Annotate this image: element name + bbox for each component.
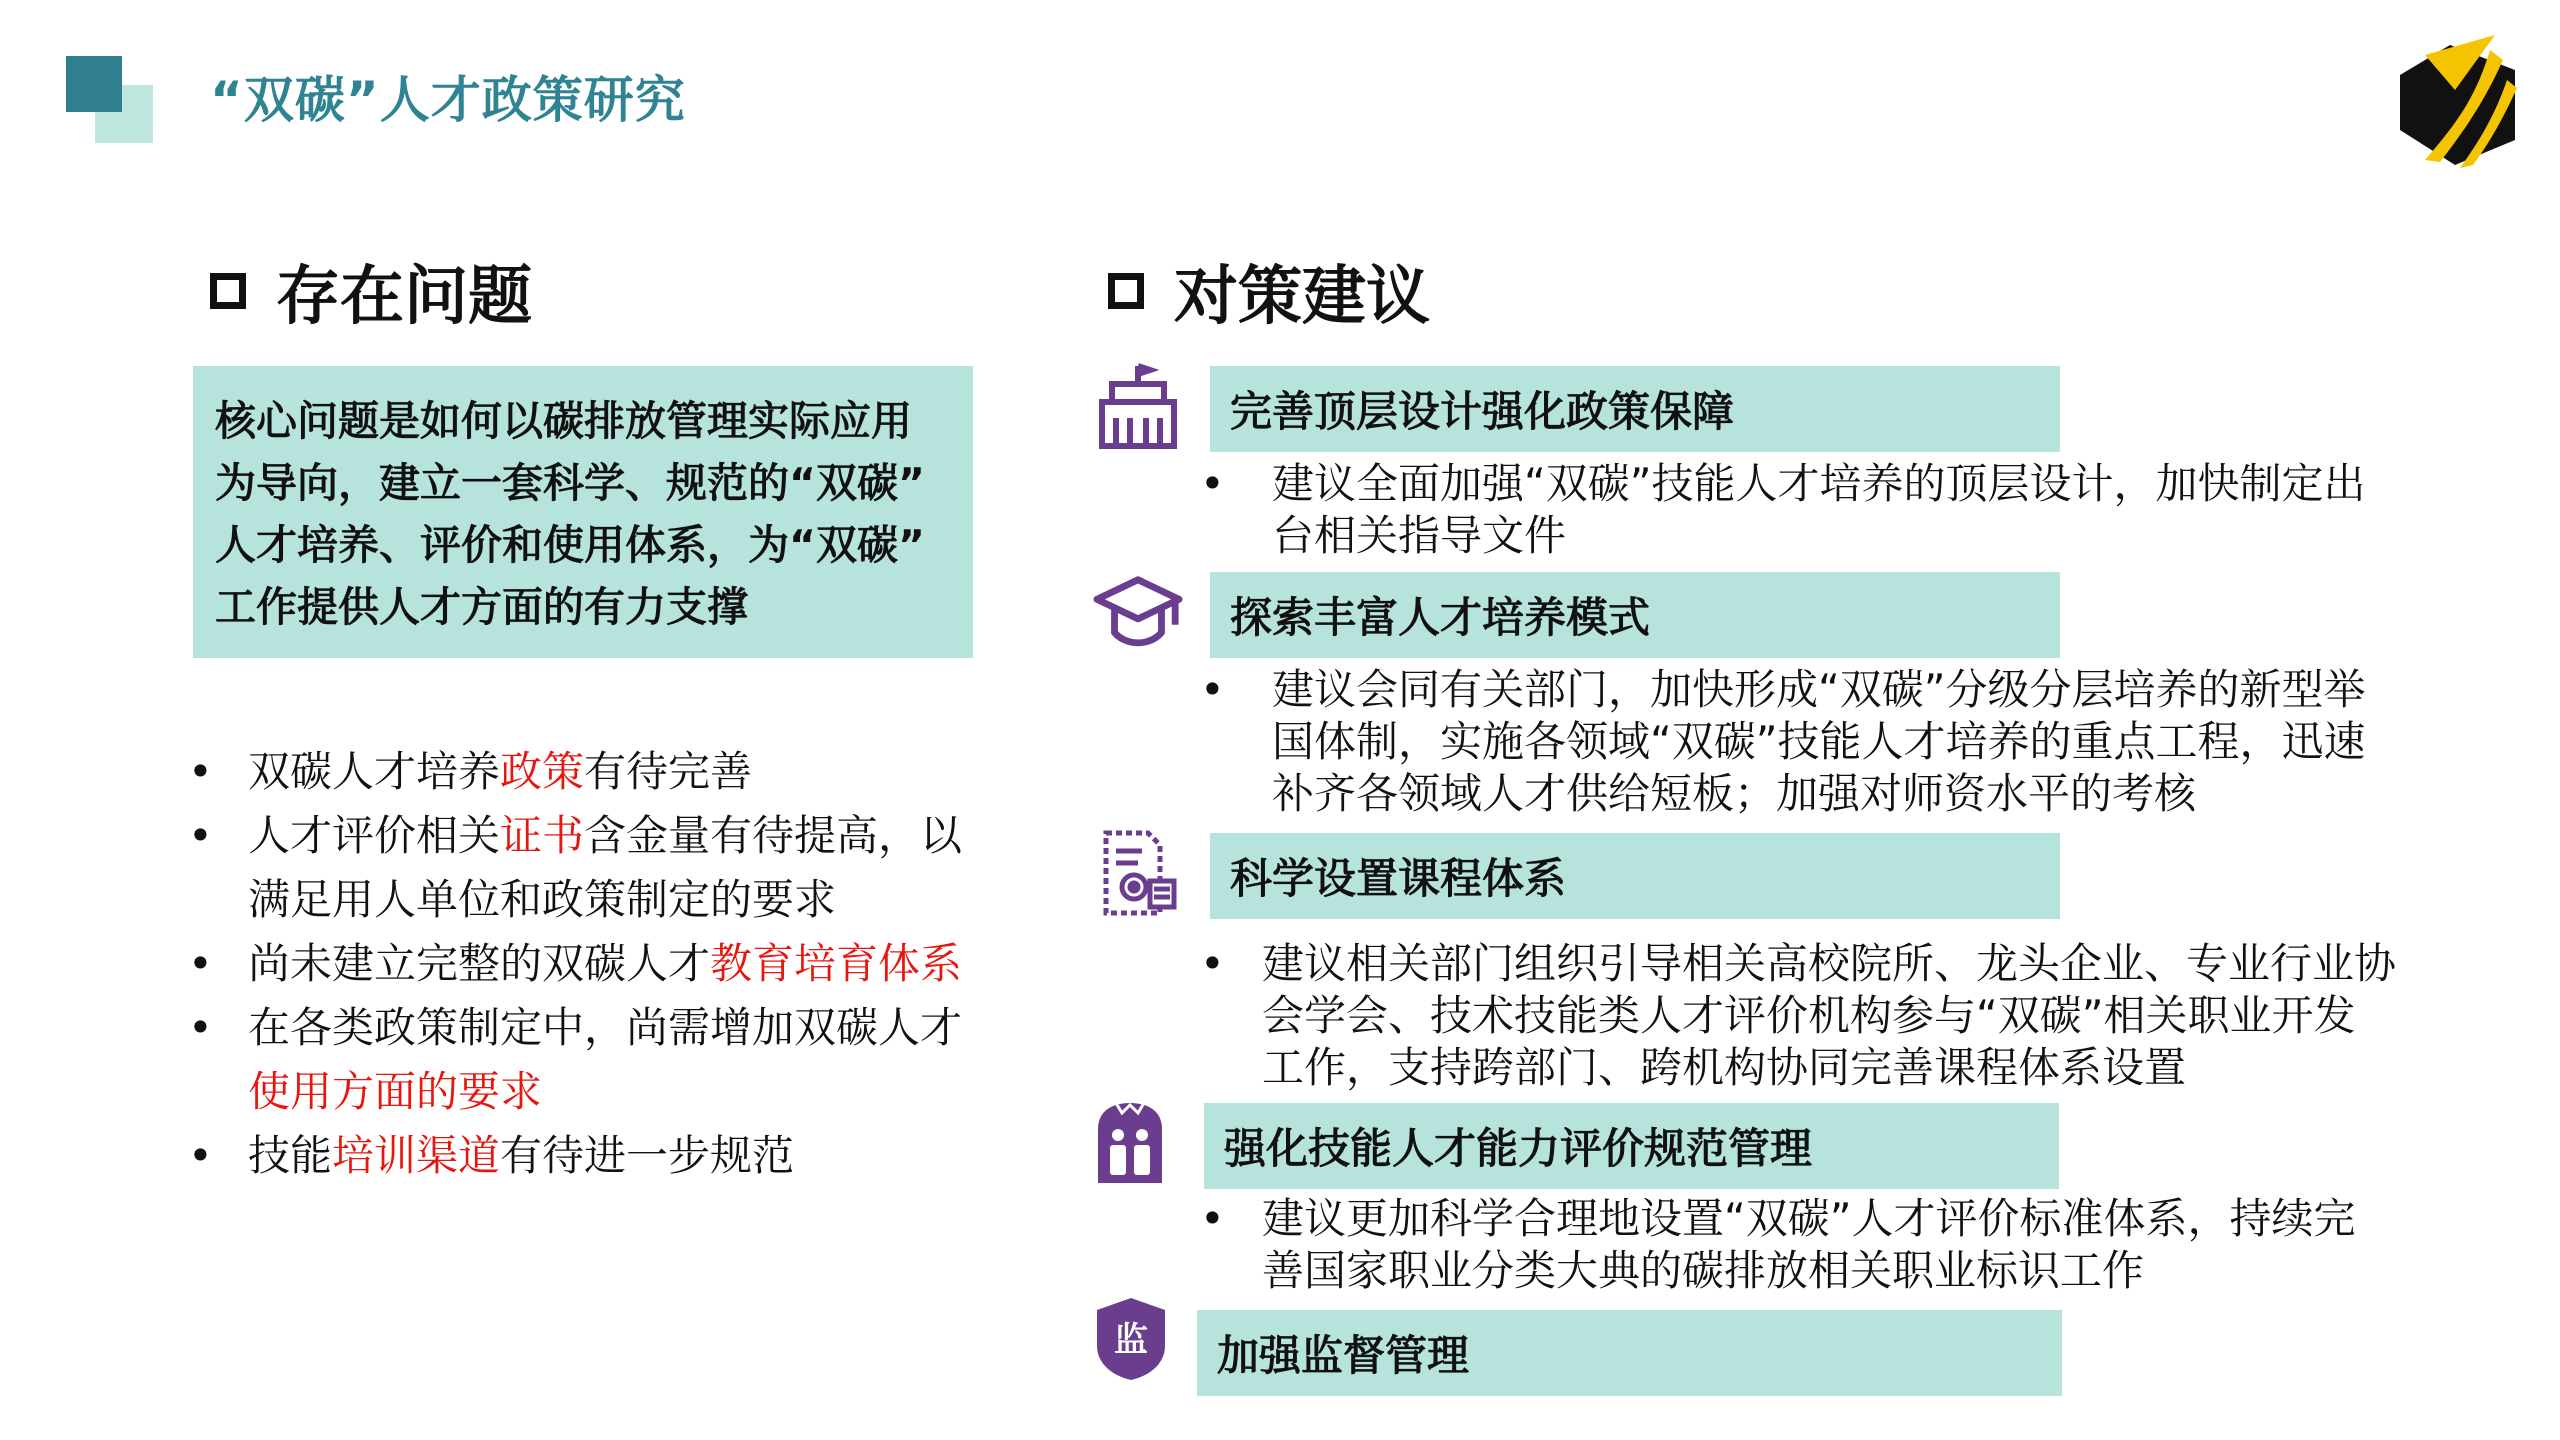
problem-line (248, 1124, 1018, 1188)
bullet-dot: • (188, 1131, 213, 1180)
core-problem-line: 人才培养、评价和使用体系，为“双碳” (215, 521, 925, 569)
bullet-dot: • (1200, 1194, 1225, 1243)
problem-list-item (188, 1124, 1018, 1188)
supervision-shield-icon (1093, 1296, 1169, 1382)
text-segment: 在各类政策制定中，尚需增加双碳人才 (248, 1003, 963, 1052)
government-building-icon (1098, 362, 1178, 452)
problem-list-item (188, 996, 1018, 1124)
problem-line (248, 996, 1018, 1060)
company-logo (2395, 30, 2520, 170)
countermeasure-detail (1200, 664, 2500, 820)
text-segment: 有待完善 (584, 747, 753, 796)
detail-line: 建议全面加强“双碳”技能人才培养的顶层设计，加快制定出 (1272, 459, 2366, 508)
highlight-text: 培训渠道 (332, 1131, 501, 1180)
problem-line (248, 740, 1018, 804)
countermeasure-title-bar: 科学设置课程体系 (1210, 833, 2060, 919)
shield-label: 监 (1114, 1319, 1148, 1360)
bullet-dot: • (1200, 665, 1225, 714)
text-segment: 含金量有待提高，以 (584, 811, 963, 860)
problem-line (248, 932, 1018, 996)
text-segment: 双碳人才培养 (248, 747, 501, 796)
problem-list-item (188, 740, 1018, 804)
text-segment: 有待进一步规范 (500, 1131, 795, 1180)
detail-line: 会学会、技术技能类人才评价机构参与“双碳”相关职业开发 (1262, 991, 2356, 1040)
problems-section-title: 存在问题 (210, 245, 532, 337)
graduation-cap-icon (1093, 570, 1183, 655)
bullet-dot: • (1200, 939, 1225, 988)
text-segment: 尚未建立完整的双碳人才 (248, 939, 711, 988)
people-group-icon (1090, 1098, 1170, 1186)
detail-line: 建议更加科学合理地设置“双碳”人才评价标准体系，持续完 (1262, 1194, 2356, 1243)
page-title: “双碳”人才政策研究 (210, 71, 686, 129)
highlight-text: 证书 (500, 811, 585, 860)
detail-line: 台相关指导文件 (1272, 511, 1567, 560)
text-segment: 技能 (248, 1131, 333, 1180)
core-problem-line: 核心问题是如何以碳排放管理实际应用 (215, 397, 912, 445)
text-segment: 人才评价相关 (248, 811, 501, 860)
problem-list-item (188, 932, 1018, 996)
countermeasure-detail (1200, 458, 2500, 562)
bullet-dot: • (188, 939, 213, 988)
highlight-text: 政策 (500, 747, 585, 796)
document-search-icon (1098, 828, 1178, 918)
bullet-dot: • (1200, 459, 1225, 508)
bullet-dot: • (188, 811, 213, 860)
problems-list (188, 740, 1018, 1200)
countermeasure-title-bar: 加强监督管理 (1197, 1310, 2062, 1396)
checkbox-square-icon (1108, 273, 1144, 309)
highlight-text: 使用方面的要求 (248, 1067, 543, 1116)
core-problem-box (193, 366, 973, 658)
detail-line: 补齐各领域人才供给短板；加强对师资水平的考核 (1272, 769, 2197, 818)
countermeasure-title-bar: 完善顶层设计强化政策保障 (1210, 366, 2060, 452)
countermeasure-detail (1200, 938, 2500, 1094)
highlight-text: 教育培育体系 (710, 939, 963, 988)
countermeasure-title-bar: 探索丰富人才培养模式 (1210, 572, 2060, 658)
text-segment: 满足用人单位和政策制定的要求 (248, 875, 837, 924)
problem-line (248, 804, 1018, 868)
problem-line (248, 868, 1018, 932)
detail-line: 工作，支持跨部门、跨机构协同完善课程体系设置 (1262, 1043, 2187, 1092)
countermeasures-section-title: 对策建议 (1108, 245, 1430, 337)
core-problem-line: 为导向，建立一套科学、规范的“双碳” (215, 459, 925, 507)
problem-list-item (188, 804, 1018, 932)
countermeasure-title-bar: 强化技能人才能力评价规范管理 (1204, 1103, 2059, 1189)
detail-line: 善国家职业分类大典的碳排放相关职业标识工作 (1262, 1246, 2145, 1295)
bullet-dot: • (188, 747, 213, 796)
problem-line (248, 1060, 1018, 1124)
bullet-dot: • (188, 1003, 213, 1052)
detail-line: 建议相关部门组织引导相关高校院所、龙头企业、专业行业协 (1262, 939, 2397, 988)
countermeasure-detail (1200, 1193, 2500, 1297)
detail-line: 建议会同有关部门，加快形成“双碳”分级分层培养的新型举 (1272, 665, 2366, 714)
header-decoration-dark (66, 56, 122, 112)
core-problem-line: 工作提供人才方面的有力支撑 (215, 583, 748, 631)
detail-line: 国体制，实施各领域“双碳”技能人才培养的重点工程，迅速 (1272, 717, 2366, 766)
checkbox-square-icon (210, 273, 246, 309)
